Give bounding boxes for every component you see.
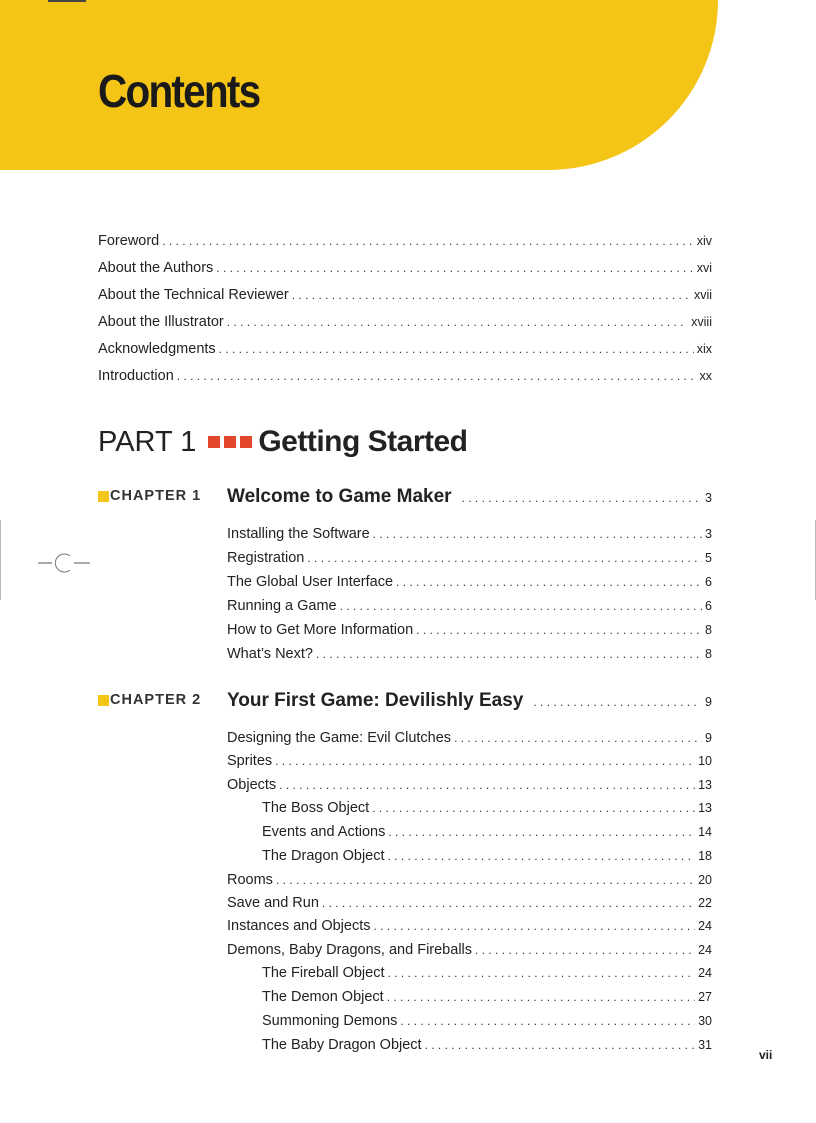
toc-section-page: 18 xyxy=(698,849,712,863)
leader-dots xyxy=(219,340,694,358)
toc-entry-about-authors[interactable] xyxy=(98,259,712,277)
toc-section[interactable] xyxy=(227,573,712,591)
toc-section-page: 27 xyxy=(698,990,712,1004)
leader-dots xyxy=(475,941,695,959)
part-label: PART 1 xyxy=(98,425,197,458)
toc-entry-page: xx xyxy=(699,369,712,383)
part-marker-squares xyxy=(208,436,252,448)
toc-section-page: 24 xyxy=(698,943,712,957)
chapter-heading[interactable] xyxy=(227,486,712,508)
toc-section[interactable] xyxy=(227,894,712,912)
leader-dots xyxy=(216,259,693,277)
leader-dots xyxy=(340,597,702,615)
toc-section-label: The Boss Object xyxy=(262,800,370,816)
toc-section[interactable] xyxy=(227,871,712,889)
toc-section-label: Save and Run xyxy=(227,895,319,911)
toc-section-page: 24 xyxy=(698,966,712,980)
toc-entry-page: xviii xyxy=(691,315,712,329)
part-heading xyxy=(98,424,468,460)
toc-section[interactable] xyxy=(227,525,712,543)
toc-section-label: Designing the Game: Evil Clutches xyxy=(227,730,452,746)
toc-entry-label: Acknowledgments xyxy=(98,341,216,357)
leader-dots xyxy=(533,695,701,709)
toc-subsection[interactable] xyxy=(262,799,712,817)
toc-section[interactable] xyxy=(227,549,712,567)
toc-section-label: Summoning Demons xyxy=(262,1013,398,1029)
toc-section-label: Sprites xyxy=(227,753,273,769)
chapter-title: Welcome to Game Maker xyxy=(227,486,452,507)
chapter-marker-square xyxy=(98,491,109,502)
leader-dots xyxy=(227,313,688,331)
toc-section[interactable] xyxy=(227,752,712,770)
toc-section-page: 3 xyxy=(705,527,712,541)
leader-dots xyxy=(388,964,696,982)
registration-crosshair-icon xyxy=(38,552,90,574)
page-number: vii xyxy=(759,1048,773,1062)
toc-section-label: Registration xyxy=(227,550,305,566)
toc-section-page: 13 xyxy=(698,778,712,792)
chapter-tag xyxy=(98,488,201,504)
registration-line xyxy=(0,520,1,600)
toc-section-page: 8 xyxy=(705,647,712,661)
toc-section-label: How to Get More Information xyxy=(227,622,414,638)
leader-dots xyxy=(388,847,696,865)
leader-dots xyxy=(372,799,695,817)
leader-dots xyxy=(373,917,695,935)
chapter-tag xyxy=(98,692,201,708)
toc-entry-acknowledgments[interactable] xyxy=(98,340,712,358)
toc-entry-label: About the Authors xyxy=(98,260,214,276)
toc-entry-label: About the Illustrator xyxy=(98,314,224,330)
toc-section-label: Rooms xyxy=(227,872,273,888)
toc-subsection[interactable] xyxy=(262,988,712,1006)
toc-section[interactable] xyxy=(227,729,712,747)
chapter-marker-square xyxy=(98,695,109,706)
toc-section-page: 10 xyxy=(698,754,712,768)
toc-subsection[interactable] xyxy=(262,847,712,865)
toc-entry-foreword[interactable] xyxy=(98,232,712,250)
toc-section-page: 31 xyxy=(698,1038,712,1052)
leader-dots xyxy=(276,871,695,889)
toc-section-label: The Demon Object xyxy=(262,989,384,1005)
toc-section[interactable] xyxy=(227,776,712,794)
toc-entry-page: xiv xyxy=(696,234,712,248)
leader-dots xyxy=(387,988,695,1006)
toc-section-label: Installing the Software xyxy=(227,526,370,542)
leader-dots xyxy=(425,1036,696,1054)
leader-dots xyxy=(162,232,693,250)
chapter-title: Your First Game: Devilishly Easy xyxy=(227,690,524,711)
toc-section-page: 6 xyxy=(705,575,712,589)
toc-section-label: Events and Actions xyxy=(262,824,386,840)
toc-section-page: 8 xyxy=(705,623,712,637)
toc-section[interactable] xyxy=(227,621,712,639)
toc-entry-technical-reviewer[interactable] xyxy=(98,286,712,304)
toc-section-page: 14 xyxy=(698,825,712,839)
leader-dots xyxy=(177,367,697,385)
leader-dots xyxy=(373,525,702,543)
leader-dots xyxy=(292,286,691,304)
toc-section-page: 5 xyxy=(705,551,712,565)
leader-dots xyxy=(279,776,695,794)
chapter-page: 9 xyxy=(705,695,712,709)
toc-section-label: Instances and Objects xyxy=(227,918,371,934)
page-title: Contents xyxy=(98,65,260,117)
chapter-page: 3 xyxy=(705,491,712,505)
leader-dots xyxy=(307,549,702,567)
leader-dots xyxy=(388,823,695,841)
toc-entry-label: Introduction xyxy=(98,368,174,384)
toc-section-page: 20 xyxy=(698,873,712,887)
leader-dots xyxy=(322,894,695,912)
toc-section-page: 30 xyxy=(698,1014,712,1028)
toc-section-label: What’s Next? xyxy=(227,646,313,662)
toc-section[interactable] xyxy=(227,645,712,663)
toc-subsection[interactable] xyxy=(262,1036,712,1054)
toc-entry-page: xix xyxy=(696,342,712,356)
leader-dots xyxy=(454,729,702,747)
toc-section-label: The Global User Interface xyxy=(227,574,394,590)
toc-section[interactable] xyxy=(227,941,712,959)
toc-entry-page: xvi xyxy=(696,261,712,275)
toc-entry-label: Foreword xyxy=(98,233,160,249)
toc-section-page: 9 xyxy=(705,731,712,745)
toc-section[interactable] xyxy=(227,597,712,615)
leader-dots xyxy=(275,752,695,770)
toc-subsection[interactable] xyxy=(262,823,712,841)
toc-subsection[interactable] xyxy=(262,1012,712,1030)
chapter-heading[interactable] xyxy=(227,690,712,712)
leader-dots xyxy=(462,491,701,505)
toc-section[interactable] xyxy=(227,917,712,935)
chapter-tag-label: CHAPTER 1 xyxy=(110,488,202,504)
toc-section-label: The Fireball Object xyxy=(262,965,385,981)
toc-entry-introduction[interactable] xyxy=(98,367,712,385)
toc-entry-page: xvii xyxy=(693,288,712,302)
corner-mark xyxy=(48,0,86,2)
toc-section-page: 13 xyxy=(698,801,712,815)
toc-section-label: Demons, Baby Dragons, and Fireballs xyxy=(227,942,473,958)
leader-dots xyxy=(416,621,702,639)
toc-entry-label: About the Technical Reviewer xyxy=(98,287,289,303)
toc-entry-illustrator[interactable] xyxy=(98,313,712,331)
toc-section-label: The Baby Dragon Object xyxy=(262,1037,422,1053)
toc-section-page: 22 xyxy=(698,896,712,910)
toc-section-label: The Dragon Object xyxy=(262,848,385,864)
toc-section-label: Running a Game xyxy=(227,598,337,614)
leader-dots xyxy=(316,645,702,663)
toc-subsection[interactable] xyxy=(262,964,712,982)
part-title: Getting Started xyxy=(258,425,468,458)
leader-dots xyxy=(400,1012,695,1030)
toc-section-label: Objects xyxy=(227,777,277,793)
toc-section-page: 6 xyxy=(705,599,712,613)
toc-section-page: 24 xyxy=(698,919,712,933)
chapter-tag-label: CHAPTER 2 xyxy=(110,692,202,708)
leader-dots xyxy=(396,573,702,591)
